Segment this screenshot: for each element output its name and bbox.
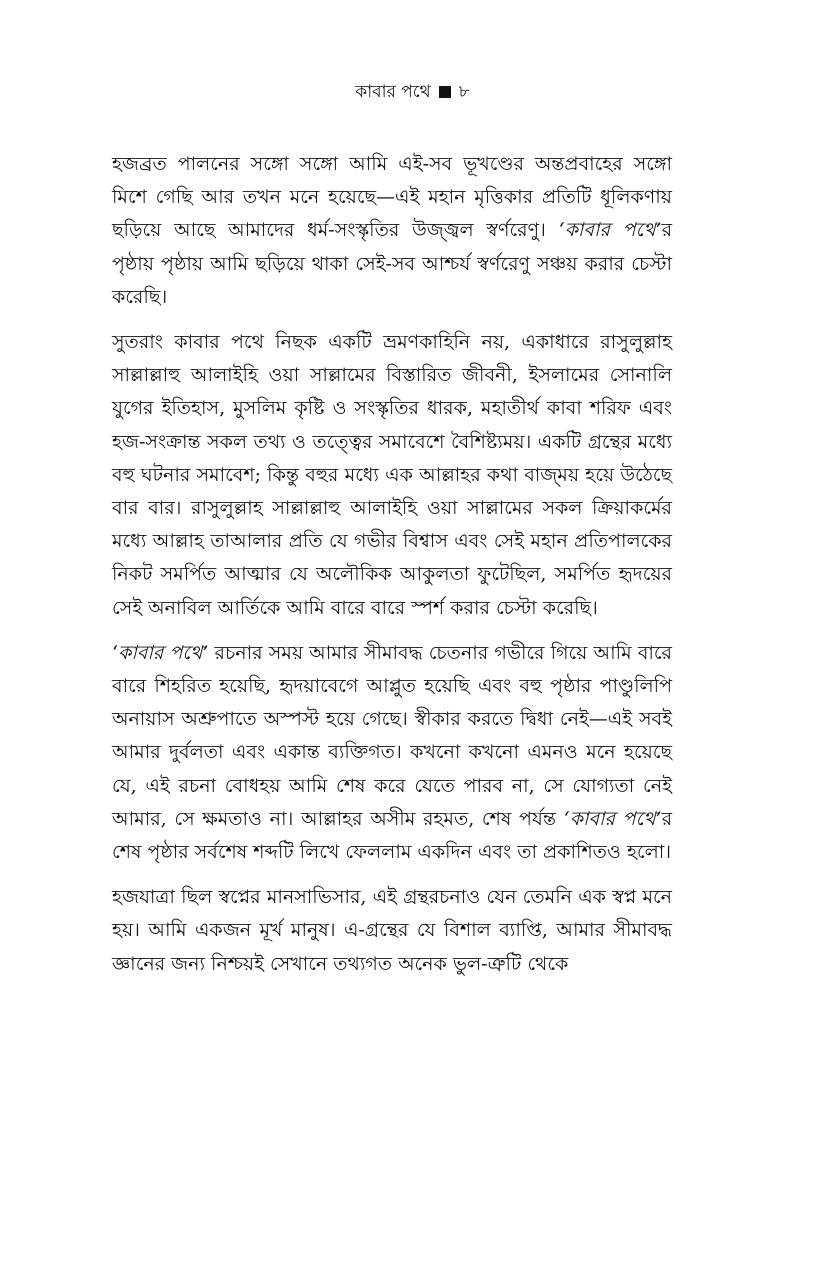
text-run: র শেষ পৃষ্ঠার সর্বশেষ শব্দটি লিখে ফেললাম একদিন এবং তা প্রকাশিতও হলো। [112,807,673,864]
running-header [0,80,825,104]
body-text [112,148,672,993]
paragraph-4 [112,881,672,981]
page-number: ৮ [458,82,470,102]
book-title-italic: ‘কাবার পথে’ [558,219,662,242]
paragraph-1 [112,148,672,314]
square-bullet-icon [439,86,451,98]
running-header-title: কাবার পথে [355,82,431,102]
text-run: সুতরাং কাবার পথে নিছক একটি ভ্রমণকাহিনি নয়, একাধারে রাসুলুল্লাহ সাল্লাল্লাহু আলাইহি ওয়া সাল্লামের বিস্তারিত জীবনী, ইসলামের সোনালি যুগের ইতিহাস, মুসলিম কৃষ্টি ও সংস্কৃতির ধারক, মহাতীর্থ কাবা শরিফ এবং হজ-সংক্রান্ত সকল তথ্য ও তত্ত্বের সমাবেশে বৈশিষ্ট্যময়। একটি গ্রন্থের মধ্যে বহু ঘটনার সমাবেশ; কিন্তু বহুর মধ্যে এক আল্লাহর কথা বাজ্ময় হয়ে উঠেছে বার বার। রাসুলুল্লাহ সাল্লাল্লাহু আলাইহি ওয়া সাল্লামের সকল ক্রিয়াকর্মের মধ্যে আল্লাহ তাআলার প্রতি যে গভীর বিশ্বাস এবং সেই মহান প্রতিপালকের নিকট সমর্পিত আত্মার যে অলৌকিক আকুলতা ফুটেছিল, সমর্পিত হৃদয়ের সেই অনাবিল আর্তিকে আমি বারে বারে স্পর্শ করার চেস্টা করেছি। [112,331,672,619]
text-run: হজব্রত পালনের সঙ্গো সঙ্গো আমি এই-সব ভূখণ্ডের অন্তপ্রবাহের সঙ্গো মিশে গেছি আর তখন মনে হয়েছে—এই মহান মৃত্তিকার প্রতিটি ধূলিকণায় ছড়িয়ে আছে আমাদের ধর্ম-সংস্কৃতির উজ্জ্বল স্বর্ণরেণু। [112,153,672,242]
text-run: র পৃষ্ঠায় পৃষ্ঠায় আমি ছড়িয়ে থাকা সেই-সব আশ্চর্য স্বর্ণরেণু সঞ্চয় করার চেস্টা করেছি। [112,219,673,308]
text-run: হজযাত্রা ছিল স্বপ্নের মানসাভিসার, এই গ্রন্থরচনাও যেন তেমনি এক স্বপ্ন মনে হয়। আমি একজন মূর্খ মানুষ। এ-গ্রন্থের যে বিশাল ব্যাপ্তি, আমার সীমাবদ্ধ জ্ঞানের জন্য নিশ্চয়ই সেখানে তথ্যগত অনেক ভুল-ত্রুটি থেকে [112,886,672,975]
book-title-italic: ‘কাবার পথে’ [563,807,662,830]
book-title-italic: ‘কাবার পথে’ [112,641,209,664]
paragraph-3 [112,637,672,869]
text-run: রচনার সময় আমার সীমাবদ্ধ চেতনার গভীরে গিয়ে আমি বারে বারে শিহরিত হয়েছি, হৃদয়াবেগে আপ্লুত হয়েছি এবং বহু পৃষ্ঠার পাণ্ডুলিপি অনায়াস অশ্রুপাতে অস্পস্ট হয়ে গেছে। স্বীকার করতে দ্বিধা নেই—এই সবই আমার দুর্বলতা এবং একান্ত ব্যক্তিগত। কখনো কখনো এমনও মনে হয়েছে যে, এই রচনা বোধহয় আমি শেষ করে যেতে পারব না, সে যোগ্যতা নেই আমার, সে ক্ষমতাও না। আল্লাহর অসীম রহমত, শেষ পর্যন্ত [112,641,672,830]
paragraph-2 [112,326,672,625]
